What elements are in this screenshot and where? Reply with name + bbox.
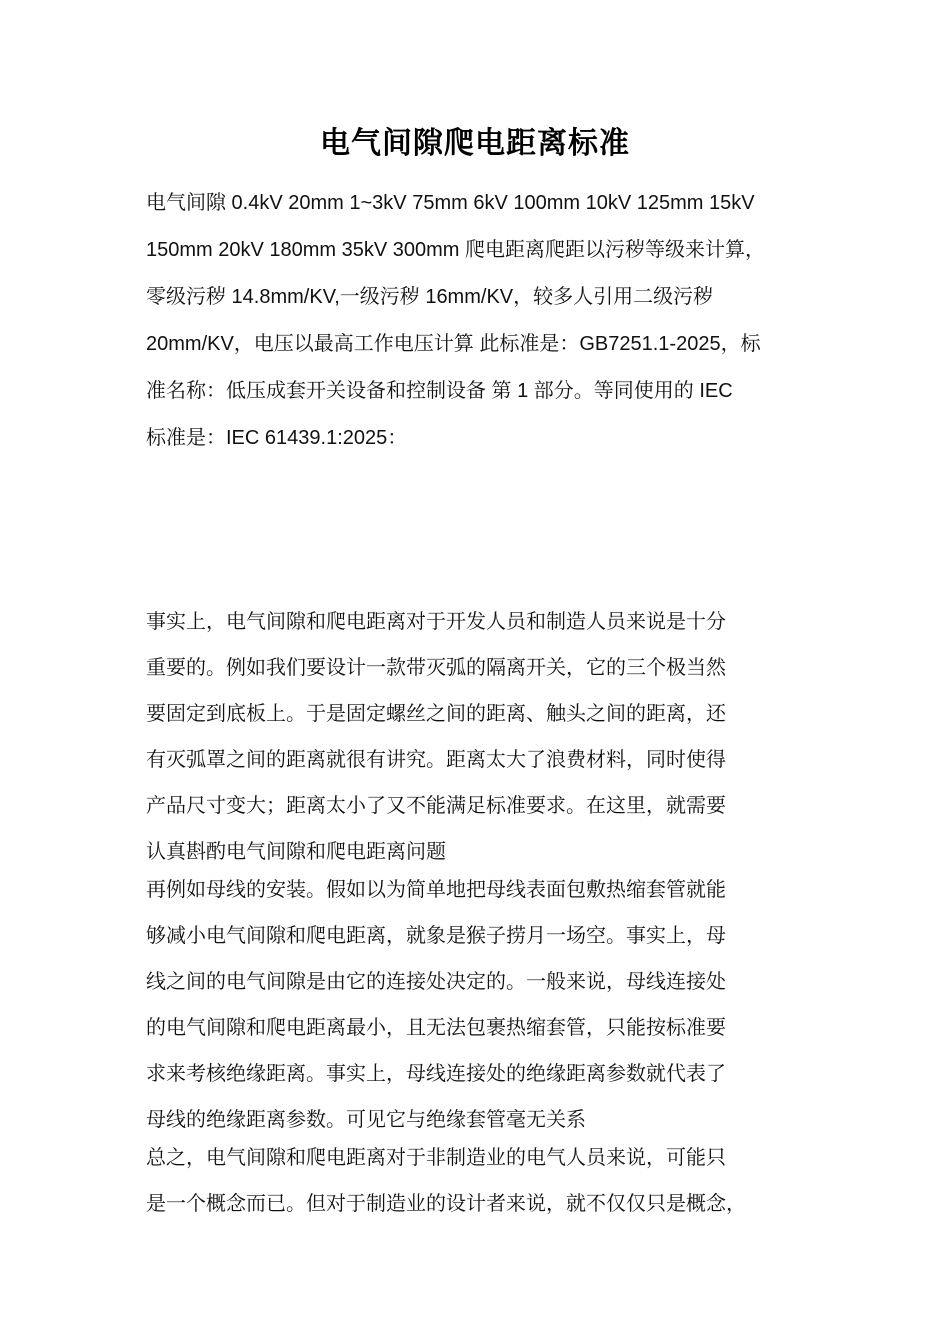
body-paragraph-3 [146, 1134, 806, 1226]
intro-line: 电气间隙 0.4kV 20mm 1~3kV 75mm 6kV 100mm 10kV 125mm 15kV [146, 192, 755, 214]
body-line: 要固定到底板上。于是固定螺丝之间的距离、触头之间的距离，还 [146, 701, 726, 725]
intro-line: 零级污秽 14.8mm/KV,一级污秽 16mm/KV，较多人引用二级污秽 [146, 286, 714, 308]
body-line: 是一个概念而已。但对于制造业的设计者来说，就不仅仅只是概念， [146, 1191, 746, 1215]
document-title: 电气间隙爬电距离标准 [320, 126, 630, 161]
intro-line: 20mm/KV，电压以最高工作电压计算 此标准是：GB7251.1-2025，标 [146, 333, 761, 355]
body-line: 求来考核绝缘距离。事实上，母线连接处的绝缘距离参数就代表了 [146, 1061, 726, 1085]
body-line: 产品尺寸变大；距离太小了又不能满足标准要求。在这里，就需要 [146, 793, 726, 817]
body-line: 再例如母线的安装。假如以为简单地把母线表面包敷热缩套管就能 [146, 877, 726, 901]
body-line: 事实上，电气间隙和爬电距离对于开发人员和制造人员来说是十分 [146, 609, 726, 633]
body-line: 有灭弧罩之间的距离就很有讲究。距离太大了浪费材料，同时使得 [146, 747, 726, 771]
body-line: 总之，电气间隙和爬电距离对于非制造业的电气人员来说，可能只 [146, 1145, 726, 1169]
intro-paragraph [146, 180, 806, 462]
intro-line: 150mm 20kV 180mm 35kV 300mm 爬电距离爬距以污秽等级来计算， [146, 239, 766, 261]
body-line: 的电气间隙和爬电距离最小，且无法包裹热缩套管，只能按标准要 [146, 1015, 726, 1039]
intro-line: 准名称：低压成套开关设备和控制设备 第 1 部分。等同使用的 IEC [146, 380, 733, 402]
intro-line: 标准是：IEC 61439.1:2025： [146, 427, 408, 449]
body-paragraph-2 [146, 866, 806, 1142]
body-line: 重要的。例如我们要设计一款带灭弧的隔离开关，它的三个极当然 [146, 655, 726, 679]
body-line: 线之间的电气间隙是由它的连接处决定的。一般来说，母线连接处 [146, 969, 726, 993]
body-line: 母线的绝缘距离参数。可见它与绝缘套管毫无关系 [146, 1107, 586, 1131]
body-paragraph-1 [146, 598, 806, 874]
body-line: 认真斟酌电气间隙和爬电距离问题 [146, 839, 446, 863]
body-line: 够减小电气间隙和爬电距离，就象是猴子捞月一场空。事实上，母 [146, 923, 726, 947]
